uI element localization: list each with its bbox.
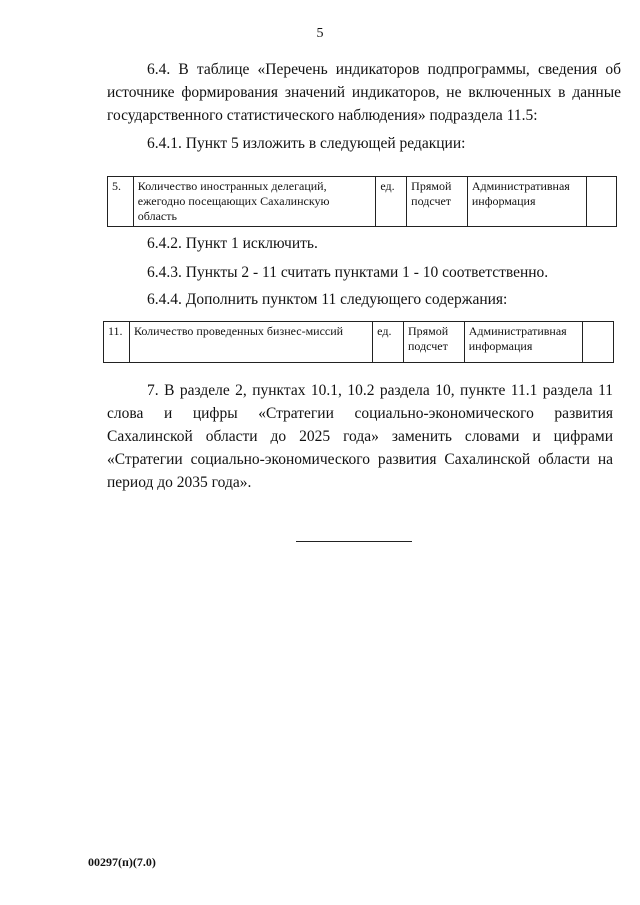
paragraph-7: 7. В разделе 2, пунктах 10.1, 10.2 раздела 10, пункте 11.1 раздела 11 слова и цифры «Стратегии социально-экономического развития Сахалинской области до 2025 года» заменить словами и цифрами «Стратегии социально-экономического развития Сахалинской области на период до 2035 года». <box>107 382 613 491</box>
indicator-name: Количество проведенных бизнес-миссий <box>129 322 372 363</box>
paragraph-6-4-4: 6.4.4. Дополнить пунктом 11 следующего содержания: <box>147 291 508 308</box>
item-number: 11. <box>104 322 130 363</box>
indicator-table-item-5 <box>107 176 617 227</box>
paragraph-6-4: 6.4. В таблице «Перечень индикаторов подпрограммы, сведения об источнике формирования значений индикаторов, не включенных в данные государственного статистического наблюдения» подраздела 11.5: <box>107 61 621 124</box>
page-number: 5 <box>316 26 324 41</box>
method: Прямой подсчет <box>407 177 468 227</box>
table-row <box>108 177 617 227</box>
unit: ед. <box>376 177 407 227</box>
empty-cell <box>586 177 616 227</box>
indicator-table-item-11 <box>103 321 614 363</box>
indicator-name: Количество иностранных делегаций, ежегодно посещающих Сахалинскую область <box>133 177 376 227</box>
method: Прямой подсчет <box>404 322 465 363</box>
empty-cell <box>583 322 614 363</box>
paragraph-6-4-1: 6.4.1. Пункт 5 изложить в следующей редакции: <box>147 135 466 152</box>
end-rule <box>296 541 412 542</box>
item-number: 5. <box>108 177 134 227</box>
paragraph-6-4-3: 6.4.3. Пункты 2 - 11 считать пунктами 1 - 10 соответственно. <box>147 264 549 281</box>
source: Административная информация <box>464 322 583 363</box>
document-code: 00297(п)(7.0) <box>88 855 156 869</box>
source: Административная информация <box>467 177 586 227</box>
table-row <box>104 322 614 363</box>
unit: ед. <box>373 322 404 363</box>
paragraph-6-4-2: 6.4.2. Пункт 1 исключить. <box>147 235 318 252</box>
